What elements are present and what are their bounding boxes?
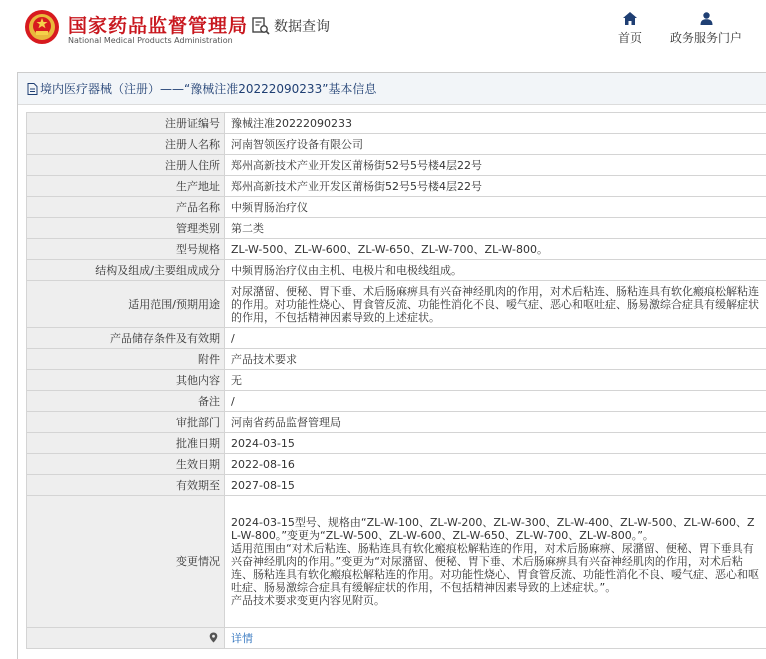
row-value-text: 2027-08-15	[231, 478, 295, 492]
nav-gov-service[interactable]	[664, 12, 748, 46]
row-value	[225, 328, 766, 349]
row-value-text: /	[231, 331, 235, 345]
row-label-text: 生产地址	[176, 179, 220, 193]
row-value-text: 2022-08-16	[231, 457, 295, 471]
table-row	[27, 134, 766, 155]
brand-name-en: National Medical Products Administration	[68, 36, 233, 45]
row-label-text: 注册人住所	[165, 158, 220, 172]
panel-title: 境内医疗器械（注册）——“豫械注准20222090233”基本信息	[40, 82, 377, 96]
row-value	[225, 113, 766, 134]
row-label	[27, 113, 225, 134]
table-row	[27, 113, 766, 134]
row-label-text: 管理类别	[176, 221, 220, 235]
table-row	[27, 328, 766, 349]
row-value	[225, 134, 766, 155]
table-row	[27, 496, 766, 628]
table-row	[27, 218, 766, 239]
data-search-icon	[252, 17, 270, 35]
table-row	[27, 260, 766, 281]
row-value-text: 豫械注准20222090233	[231, 116, 352, 130]
row-label-text: 生效日期	[176, 457, 220, 471]
table-row	[27, 239, 766, 260]
row-value	[225, 260, 766, 281]
row-label	[27, 281, 225, 328]
row-value	[225, 454, 766, 475]
row-label-text: 附件	[198, 352, 220, 366]
row-label	[27, 433, 225, 454]
row-label	[27, 412, 225, 433]
row-value	[225, 475, 766, 496]
row-value-text: 郑州高新技术产业开发区莆杨街52号5号楼4层22号	[231, 158, 482, 172]
row-label	[27, 370, 225, 391]
detail-link[interactable]: 详情	[231, 631, 253, 645]
row-value-text: 产品技术要求	[231, 352, 297, 366]
row-value	[225, 433, 766, 454]
row-value	[225, 155, 766, 176]
table-row	[27, 349, 766, 370]
panel-title-bar	[18, 73, 766, 105]
row-value-text: 2024-03-15型号、规格由“ZL-W-100、ZL-W-200、ZL-W-300、ZL-W-400、ZL-W-500、ZL-W-600、ZL-W-800。”变更为“ZL-W-500、ZL-W-600、ZL-W-650、ZL-W-700、ZL-W-800。”。 适用范围由“对术后粘连、肠粘连具有软化瘢痕松解粘连的作用，对术后肠麻痹、尿潴留、便秘、胃下垂具有兴奋神经肌肉的作用。”变更为“对尿潴留、便秘、胃下垂、术后肠麻痹具有兴奋神经肌肉的作用，对术后粘连、肠粘连具有软化瘢痕松解粘连的作用。对功能性烧心、胃食管反流、功能性消化不良、嗳气症、恶心和呕吐症、肠易激综合症具有缓解症状的作用，不包括精神因素导致的上述症状。”。 产品技术要求变更内容见附页。	[231, 516, 759, 607]
row-label	[27, 496, 225, 628]
row-label-text: 适用范围/预期用途	[128, 297, 220, 311]
row-value-text: 河南智领医疗设备有限公司	[231, 137, 363, 151]
brand-name-cn[interactable]: 国家药品监督管理局	[68, 15, 249, 37]
row-label	[27, 328, 225, 349]
row-value-text: 中频胃肠治疗仪由主机、电极片和电极线组成。	[231, 263, 462, 277]
row-value	[225, 496, 766, 628]
row-value	[225, 197, 766, 218]
site-header	[0, 0, 766, 62]
table-row	[27, 197, 766, 218]
row-value	[225, 628, 766, 649]
table-row	[27, 454, 766, 475]
row-label	[27, 454, 225, 475]
row-value	[225, 391, 766, 412]
row-label-text: 注册证编号	[165, 116, 220, 130]
row-value-text: 对尿潴留、便秘、胃下垂、术后肠麻痹具有兴奋神经肌肉的作用，对术后粘连、肠粘连具有软化瘢痕松解粘连的作用。对功能性烧心、胃食管反流、功能性消化不良、嗳气症、恶心和呕吐症、肠易激综合症具有缓解症状的作用，不包括精神因素导致的上述症状。	[231, 284, 759, 324]
row-label-text: 变更情况	[176, 555, 220, 568]
home-icon	[623, 12, 637, 25]
row-label-text: 有效期至	[176, 478, 220, 492]
table-row	[27, 412, 766, 433]
row-value	[225, 370, 766, 391]
detail-panel	[17, 72, 766, 659]
nav-home-label: 首页	[617, 31, 642, 45]
row-label	[27, 155, 225, 176]
row-label	[27, 391, 225, 412]
table-row	[27, 433, 766, 454]
table-row	[27, 391, 766, 412]
row-value	[225, 176, 766, 197]
row-label	[27, 260, 225, 281]
row-value	[225, 281, 766, 328]
row-value	[225, 412, 766, 433]
table-row	[27, 281, 766, 328]
row-value	[225, 218, 766, 239]
row-value-text: 郑州高新技术产业开发区莆杨街52号5号楼4层22号	[231, 179, 482, 193]
nav-gov-label: 政务服务门户	[669, 31, 742, 45]
row-label	[27, 475, 225, 496]
user-icon	[700, 12, 713, 25]
row-label	[27, 176, 225, 197]
row-value-text: 第二类	[231, 221, 264, 235]
table-row	[27, 370, 766, 391]
table-row	[27, 176, 766, 197]
location-pin-icon	[209, 632, 218, 643]
table-row	[27, 155, 766, 176]
row-value-text: 2024-03-15	[231, 436, 295, 450]
row-label	[27, 239, 225, 260]
table-row	[27, 475, 766, 496]
table-row	[27, 628, 766, 649]
detail-table	[26, 112, 766, 649]
row-label-text: 注册人名称	[165, 137, 220, 151]
row-label	[27, 197, 225, 218]
row-value-text: 中频胃肠治疗仪	[231, 200, 308, 214]
row-label-text: 产品名称	[176, 200, 220, 214]
row-label	[27, 218, 225, 239]
row-value-text: 河南省药品监督管理局	[231, 415, 341, 429]
row-label-text: 型号规格	[176, 242, 220, 256]
data-query-link[interactable]	[252, 16, 330, 36]
row-label-text: 其他内容	[176, 373, 220, 387]
row-label-text: 产品储存条件及有效期	[110, 331, 220, 345]
row-label	[27, 134, 225, 155]
row-label-text: 批准日期	[176, 436, 220, 450]
row-label-text: 审批部门	[176, 415, 220, 429]
row-label	[27, 349, 225, 370]
nav-home[interactable]	[614, 12, 646, 46]
row-label-text: 备注	[198, 394, 220, 408]
row-label-text: 结构及组成/主要组成成分	[95, 263, 220, 277]
data-query-label: 数据查询	[274, 19, 330, 35]
row-value	[225, 239, 766, 260]
row-value-text: 无	[231, 373, 242, 387]
national-emblem-icon	[24, 9, 60, 45]
row-label	[27, 628, 225, 649]
row-value-text: ZL-W-500、ZL-W-600、ZL-W-650、ZL-W-700、ZL-W-800。	[231, 242, 548, 256]
row-value	[225, 349, 766, 370]
row-value-text: /	[231, 394, 235, 408]
document-icon	[27, 83, 38, 95]
